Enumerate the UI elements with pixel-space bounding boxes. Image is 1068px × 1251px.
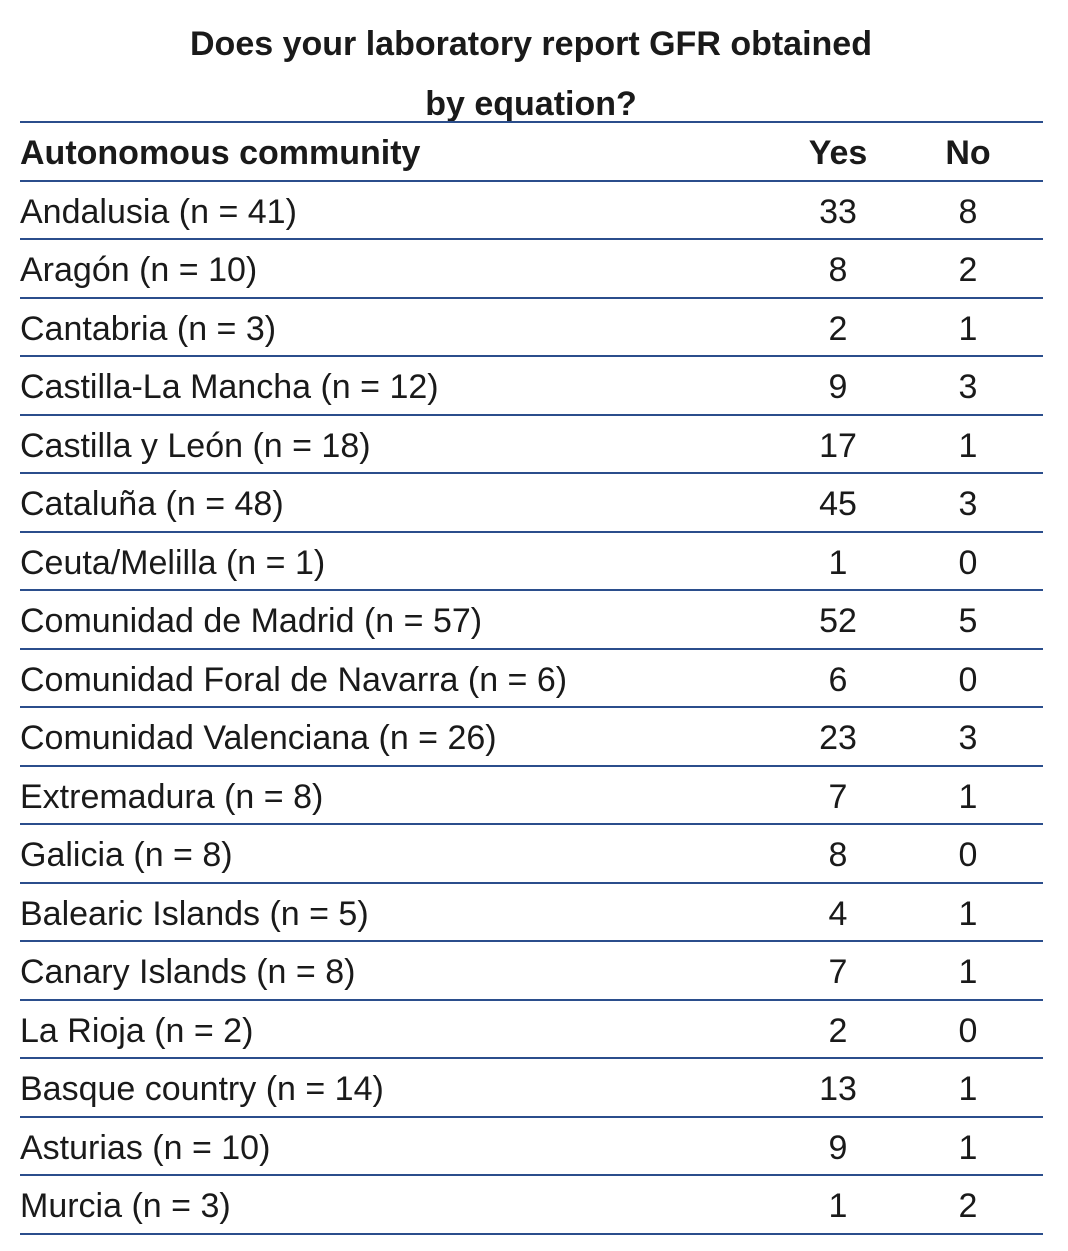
table-row <box>20 1001 1043 1060</box>
table-row <box>20 474 1043 533</box>
cell-no: 1 <box>958 953 978 991</box>
cell-community: Canary Islands (n = 8) <box>20 953 356 991</box>
column-header-no: No <box>945 134 991 172</box>
cell-no: 2 <box>958 1187 978 1225</box>
table-row <box>20 182 1043 241</box>
results-table <box>20 121 1043 1235</box>
table-body <box>20 182 1043 1235</box>
table-row <box>20 299 1043 358</box>
cell-no: 1 <box>958 894 978 933</box>
cell-yes: 8 <box>828 251 848 289</box>
cell-community: Castilla y León (n = 18) <box>20 426 371 465</box>
cell-yes: 13 <box>819 1070 857 1108</box>
cell-yes: 52 <box>819 602 857 640</box>
table-row <box>20 533 1043 592</box>
column-header-yes: Yes <box>808 134 868 172</box>
cell-no: 1 <box>958 1070 978 1108</box>
table-title-line-1: Does your laboratory report GFR obtained <box>190 25 872 63</box>
table-row <box>20 942 1043 1001</box>
cell-yes: 1 <box>828 543 848 582</box>
cell-no: 1 <box>958 1128 978 1167</box>
cell-no: 8 <box>958 192 978 231</box>
table-row <box>20 884 1043 943</box>
cell-community: Basque country (n = 14) <box>20 1070 384 1108</box>
table-row <box>20 416 1043 475</box>
cell-yes: 17 <box>819 426 857 465</box>
cell-community: Andalusia (n = 41) <box>20 192 297 231</box>
cell-no: 3 <box>958 368 978 406</box>
table-row <box>20 1176 1043 1235</box>
table-row <box>20 767 1043 826</box>
cell-community: Balearic Islands (n = 5) <box>20 894 369 933</box>
cell-no: 0 <box>958 543 978 582</box>
cell-community: Galicia (n = 8) <box>20 836 233 874</box>
cell-yes: 8 <box>828 836 848 874</box>
table-header-row <box>20 123 1043 182</box>
cell-community: Comunidad Valenciana (n = 26) <box>20 719 497 757</box>
cell-community: Comunidad Foral de Navarra (n = 6) <box>20 660 568 699</box>
table-title-line-2: by equation? <box>425 85 637 123</box>
cell-no: 1 <box>958 777 978 816</box>
cell-yes: 9 <box>828 1128 848 1167</box>
table-row <box>20 357 1043 416</box>
cell-no: 1 <box>958 426 978 465</box>
table-row <box>20 1118 1043 1177</box>
cell-yes: 2 <box>828 1011 848 1050</box>
cell-community: Asturias (n = 10) <box>20 1128 271 1167</box>
cell-yes: 23 <box>819 719 857 757</box>
cell-no: 3 <box>958 485 978 523</box>
cell-community: Comunidad de Madrid (n = 57) <box>20 602 483 640</box>
table-title <box>0 14 1062 134</box>
cell-community: Ceuta/Melilla (n = 1) <box>20 543 326 582</box>
cell-community: Aragón (n = 10) <box>20 251 258 289</box>
table-row <box>20 708 1043 767</box>
cell-no: 0 <box>958 836 978 874</box>
table-row <box>20 650 1043 709</box>
cell-yes: 33 <box>819 192 857 231</box>
cell-no: 5 <box>958 602 978 640</box>
table-row <box>20 825 1043 884</box>
cell-yes: 9 <box>828 368 848 406</box>
table-row <box>20 240 1043 299</box>
cell-yes: 7 <box>828 777 848 816</box>
cell-community: Castilla-La Mancha (n = 12) <box>20 368 439 406</box>
table-row <box>20 591 1043 650</box>
cell-yes: 7 <box>828 953 848 991</box>
cell-no: 3 <box>958 719 978 757</box>
cell-yes: 1 <box>828 1187 848 1225</box>
cell-yes: 4 <box>828 894 848 933</box>
cell-yes: 45 <box>819 485 857 523</box>
cell-community: Cataluña (n = 48) <box>20 485 284 523</box>
cell-no: 0 <box>958 1011 978 1050</box>
cell-yes: 2 <box>828 309 848 348</box>
cell-community: Extremadura (n = 8) <box>20 777 324 816</box>
cell-yes: 6 <box>828 660 848 699</box>
cell-community: Cantabria (n = 3) <box>20 309 277 348</box>
cell-no: 2 <box>958 251 978 289</box>
column-header-community: Autonomous community <box>20 134 421 172</box>
cell-no: 1 <box>958 309 978 348</box>
cell-community: La Rioja (n = 2) <box>20 1011 254 1050</box>
cell-community: Murcia (n = 3) <box>20 1187 231 1225</box>
cell-no: 0 <box>958 660 978 699</box>
table-row <box>20 1059 1043 1118</box>
